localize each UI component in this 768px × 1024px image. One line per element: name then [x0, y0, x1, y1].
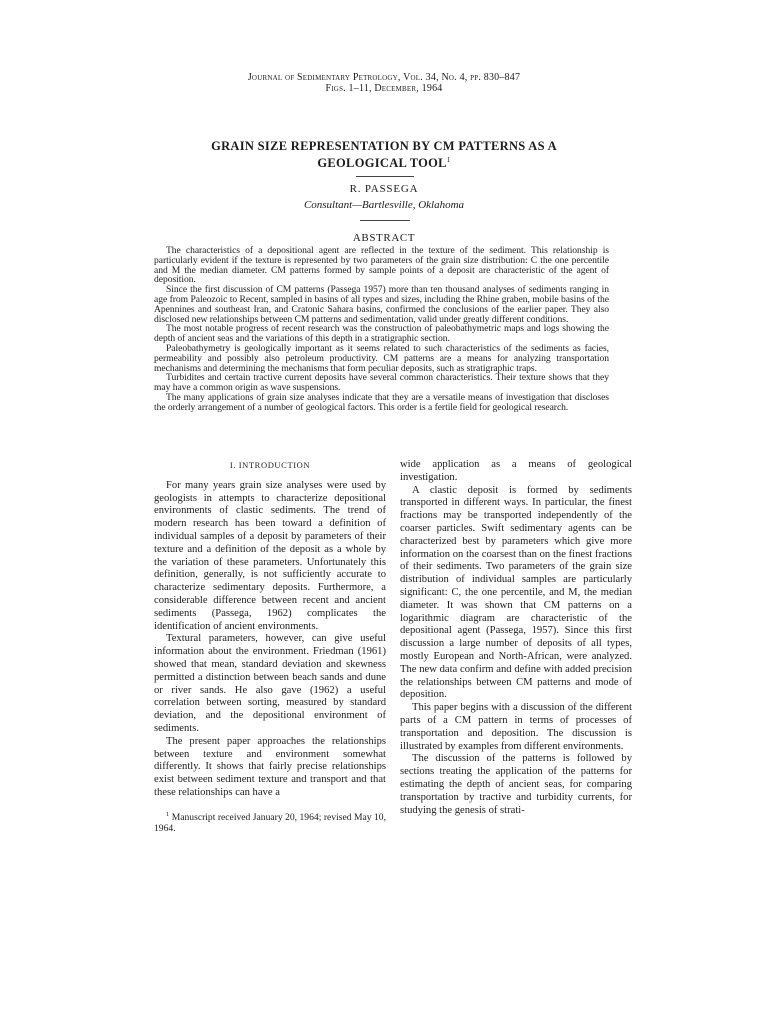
title-divider [356, 176, 414, 177]
author-divider [360, 220, 410, 221]
abstract-paragraph: Paleobathymetry is geologically important as it seems related to such characteristics of the sediments as facies, permeability and possibly also petroleum productivity. CM patterns are a means for analyzing transportation mechanisms and determining the mechanisms that form peculiar deposits, such as stratigraphic traps. [154, 342, 609, 374]
footnote-text: Manuscript received January 20, 1964; revised May 10, 1964. [154, 811, 386, 834]
title-footnote-mark: 1 [446, 156, 451, 164]
abstract-body [154, 246, 609, 413]
abstract-paragraph: Since the first discussion of CM patterns (Passega 1957) more than ten thousand analyses of sediments ranging in age from Paleozoic to Recent, sampled in basins of all types and sizes, including the Rhine graben, mobile basins of the Apennines and southeast Iran, and Cratonic Sahara basins, confirmed the conclusions of the earlier paper. They also disclosed new relationships between CM patterns and sedimentation, valid under greatly different conditions. [154, 284, 609, 325]
abstract-paragraph: Turbidites and certain tractive current deposits have several common characteristics. Their texture shows that they may have a common origin as wave suspensions. [154, 372, 609, 394]
section-heading: I. INTRODUCTION [229, 460, 311, 470]
article-title-line-2 [0, 152, 768, 171]
figures-date-line: Figs. 1–11, December, 1964 [325, 83, 443, 94]
article-title-text: GEOLOGICAL TOOL [317, 156, 447, 170]
left-column [154, 459, 386, 834]
body-paragraph: The discussion of the patterns is followed by sections treating the application of the patterns for estimating the depth of ancient seas, for comparing transportation by tractive and turbidity currents, for studying the genesis of strati- [400, 753, 632, 816]
footnote-mark: 1 [166, 810, 170, 818]
body-paragraph: A clastic deposit is formed by sediments transported in different ways. In particular, the finest fractions may be transported independently of the coarser particles. Swift sedimentary agents can be characterized best by parameters which give more information on the coarsest than on the finest fractions of their sediments. Two parameters of the grain size distribution of individual samples are particularly significant: C, the one percentile, and M, the median diameter. It was shown that CM patterns on a logarithmic diagram are characteristic of the depositional agent (Passega, 1957). Since this first discussion a large number of deposits of all types, mostly European and North-African, were analyzed. The new data confirm and define with added precision the relationships between CM patterns and mode of deposition. [400, 484, 632, 701]
body-paragraph-continuation: wide application as a means of geological investigation. [400, 459, 632, 483]
right-column [400, 459, 632, 817]
abstract-paragraph: The characteristics of a depositional agent are reflected in the texture of the sediment. This relationship is particularly evident if the texture is represented by two parameters of the grain size distribution: C the one percentile and M the median diameter. CM patterns formed by sample points of a deposit are characteristic of the agent of deposition. [154, 245, 609, 286]
body-paragraph: The present paper approaches the relationships between texture and environment somewhat differently. It shows that fairly precise relationships exist between sediment texture and transport and that these relationships can have a [154, 735, 386, 798]
abstract-heading: ABSTRACT [352, 232, 416, 244]
article-title-line-1: GRAIN SIZE REPRESENTATION BY CM PATTERNS AS A [211, 139, 557, 153]
body-paragraph: For many years grain size analyses were used by geologists in attempts to characterize depositional environments of clastic sediments. The trend of modern research has been toward a definition of individual samples of a deposit by parameters of their texture and a definition of the deposit as a whole by the variation of these parameters. Unfortunately this definition, generally, is not sufficiently accurate to characterize sedimentary deposits. Furthermore, a considerable difference between recent and ancient sediments (Passega, 1962) complicates the identification of ancient environments. [154, 479, 386, 632]
abstract-paragraph: The many applications of grain size analyses indicate that they are a versatile means of investigation that discloses the orderly arrangement of a number of geological factors. This order is a fertile field for geological research. [154, 391, 609, 413]
author-name: R. PASSEGA [349, 183, 419, 195]
author-affiliation: Consultant—Bartlesville, Oklahoma [303, 199, 465, 211]
abstract-paragraph: The most notable progress of recent research was the construction of paleobathymetric maps and logs showing the depth of ancient seas and the variations of this depth in a stratigraphic section. [154, 323, 609, 345]
body-paragraph: This paper begins with a discussion of the different parts of a CM pattern in terms of processes of transportation and deposition. The discussion is illustrated by examples from different environments. [400, 702, 632, 752]
body-paragraph: Textural parameters, however, can give useful information about the environment. Friedman (1961) showed that mean, standard deviation and skewness permitted a distinction between beach sands and dune or river sands. He also gave (1962) a useful correlation between sorting, measured by standard deviation, and the depositional environment of sediments. [154, 633, 386, 734]
manuscript-footnote [154, 809, 386, 834]
journal-citation: Journal of Sedimentary Petrology, Vol. 34, No. 4, pp. 830–847 [247, 72, 521, 83]
